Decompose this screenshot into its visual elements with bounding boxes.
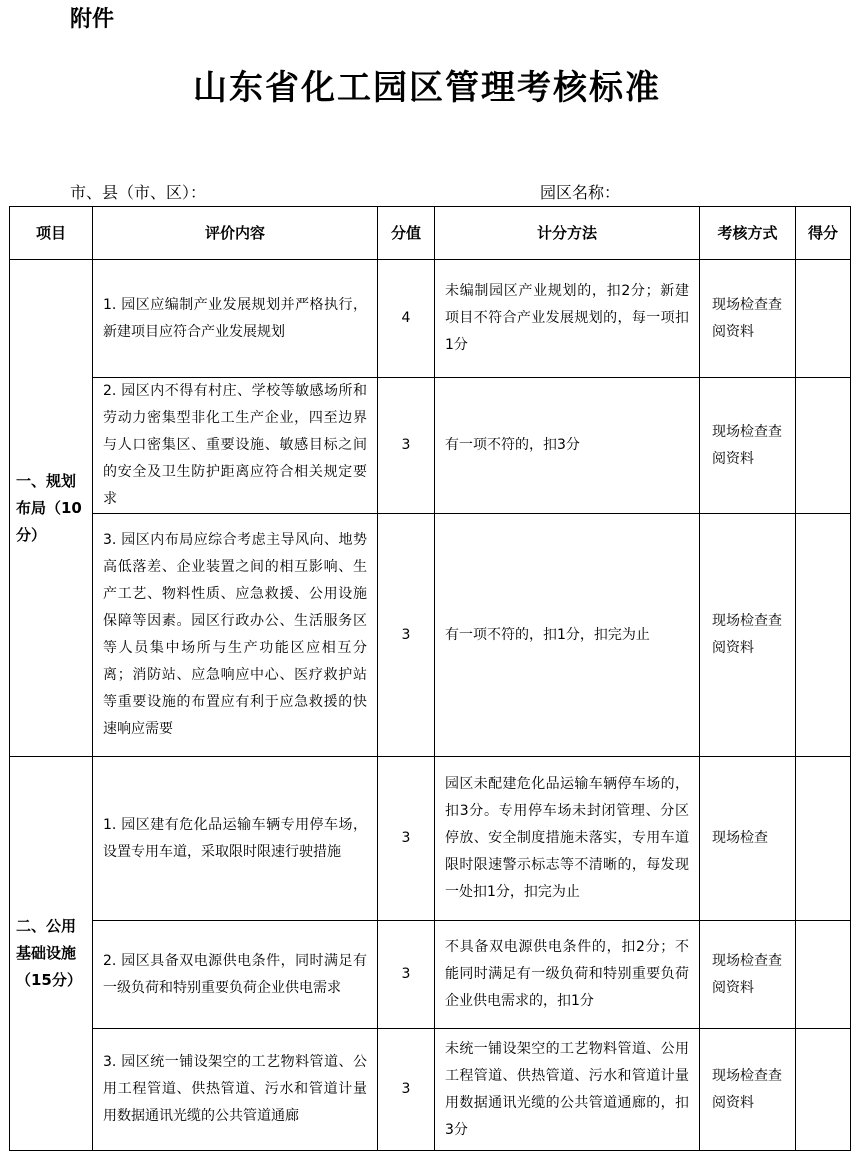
row-content: 3. 园区内布局应综合考虑主导风向、地势高低落差、企业装置之间的相互影响、生产工艺、物料性质、应急救援、公用设施保障等因素。园区行政办公、生活服务区等人员集中场所与生产功能区应相互分离；消防站、应急响应中心、医疗救护站等重要设施的布置应有利于应急救援的快速响应需要 xyxy=(93,514,378,757)
assessment-table xyxy=(9,206,851,1151)
row-method: 有一项不符的，扣3分 xyxy=(435,378,700,514)
park-name-label: 园区名称： xyxy=(540,183,621,202)
col-header-method: 计分方法 xyxy=(435,207,700,260)
table-row xyxy=(10,921,851,1029)
document-title: 山东省化工园区管理考核标准 xyxy=(193,68,661,108)
row-mode: 现场检查查阅资料 xyxy=(700,514,796,757)
row-mode: 现场检查查阅资料 xyxy=(700,260,796,378)
row-score: 3 xyxy=(378,921,435,1029)
row-score-input[interactable] xyxy=(796,921,851,1029)
col-header-mode: 考核方式 xyxy=(700,207,796,260)
table-row xyxy=(10,260,851,378)
col-header-score: 分值 xyxy=(378,207,435,260)
row-score: 4 xyxy=(378,260,435,378)
table-row xyxy=(10,378,851,514)
section-item-planning: 一、规划布局（10分） xyxy=(10,260,93,757)
row-score-input[interactable] xyxy=(796,757,851,921)
row-content: 1. 园区应编制产业发展规划并严格执行，新建项目应符合产业发展规划 xyxy=(93,260,378,378)
row-method: 未编制园区产业规划的，扣2分；新建项目不符合产业发展规划的，每一项扣1分 xyxy=(435,260,700,378)
row-content: 3. 园区统一铺设架空的工艺物料管道、公用工程管道、供热管道、污水和管道计量用数据通讯光缆的公共管道通廊 xyxy=(93,1029,378,1151)
row-score-input[interactable] xyxy=(796,514,851,757)
city-label: 市、县（市、区）： xyxy=(70,183,207,202)
section-item-infrastructure: 二、公用基础设施（15分） xyxy=(10,757,93,1151)
row-mode: 现场检查查阅资料 xyxy=(700,1029,796,1151)
row-method: 不具备双电源供电条件的，扣2分；不能同时满足有一级负荷和特别重要负荷企业供电需求的，扣1分 xyxy=(435,921,700,1029)
row-method: 园区未配建危化品运输车辆停车场的，扣3分。专用停车场未封闭管理、分区停放、安全制度措施未落实，专用车道限时限速警示标志等不清晰的，每发现一处扣1分，扣完为止 xyxy=(435,757,700,921)
table-row xyxy=(10,1029,851,1151)
table-row xyxy=(10,757,851,921)
table-header-row xyxy=(10,207,851,260)
row-score-input[interactable] xyxy=(796,1029,851,1151)
row-score: 3 xyxy=(378,757,435,921)
row-content: 1. 园区建有危化品运输车辆专用停车场，设置专用车道，采取限时限速行驶措施 xyxy=(93,757,378,921)
attachment-label: 附件 xyxy=(70,7,115,32)
col-header-got: 得分 xyxy=(796,207,851,260)
row-score: 3 xyxy=(378,378,435,514)
row-method: 有一项不符的，扣1分，扣完为止 xyxy=(435,514,700,757)
col-header-content: 评价内容 xyxy=(93,207,378,260)
row-content: 2. 园区内不得有村庄、学校等敏感场所和劳动力密集型非化工生产企业，四至边界与人口密集区、重要设施、敏感目标之间的安全及卫生防护距离应符合相关规定要求 xyxy=(93,378,378,514)
row-score-input[interactable] xyxy=(796,378,851,514)
row-content: 2. 园区具备双电源供电条件，同时满足有一级负荷和特别重要负荷企业供电需求 xyxy=(93,921,378,1029)
row-method: 未统一铺设架空的工艺物料管道、公用工程管道、供热管道、污水和管道计量用数据通讯光缆的公共管道通廊的，扣3分 xyxy=(435,1029,700,1151)
row-score-input[interactable] xyxy=(796,260,851,378)
row-mode: 现场检查查阅资料 xyxy=(700,378,796,514)
row-score: 3 xyxy=(378,514,435,757)
table-row xyxy=(10,514,851,757)
row-score: 3 xyxy=(378,1029,435,1151)
row-mode: 现场检查 xyxy=(700,757,796,921)
row-mode: 现场检查查阅资料 xyxy=(700,921,796,1029)
col-header-item: 项目 xyxy=(10,207,93,260)
